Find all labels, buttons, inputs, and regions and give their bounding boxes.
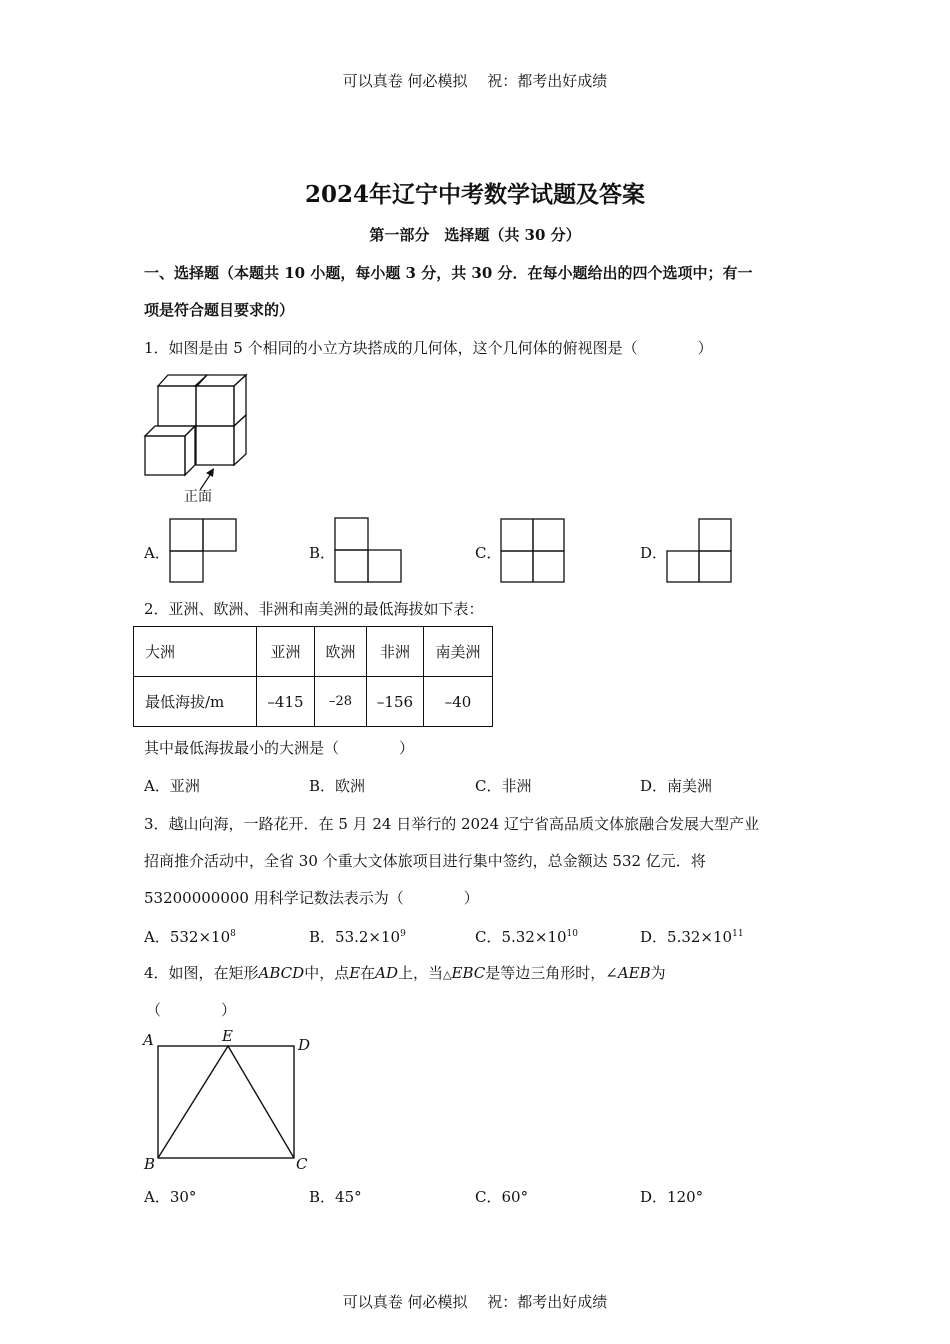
q4-blank: （ ）	[146, 1001, 237, 1019]
q1-text: 1．如图是由 5 个相同的小立方块搭成的几何体，这个几何体的俯视图是（ ）	[144, 339, 713, 357]
q1-option-d-figure	[666, 518, 736, 584]
q1-option-c-label: C．	[475, 544, 502, 562]
q4-text: 4．如图，在矩形ABCD中，点E在AD上，当△EBC是等边三角形时，∠AEB为	[144, 964, 666, 982]
table-cell: 亚洲	[257, 627, 315, 677]
q3-option-c: C．$5.32\times 10^{10}$	[475, 928, 578, 946]
page-footer: 可以真卷 何必模拟 祝：都考出好成绩	[342, 1293, 608, 1311]
q2-option-a: A．亚洲	[144, 777, 200, 795]
q1-option-d-label: D．	[640, 544, 668, 562]
table-cell: –415	[257, 677, 315, 727]
table-cell: –156	[367, 677, 424, 727]
q1-front-label: 正面	[184, 489, 212, 505]
altitude-table	[133, 626, 493, 727]
q4-option-c: C．60°	[475, 1188, 529, 1206]
page-header: 可以真卷 何必模拟 祝：都考出好成绩	[342, 72, 608, 90]
point-b-label: B	[144, 1155, 156, 1173]
point-a-label: A	[143, 1031, 154, 1049]
q4-option-d: D．120°	[640, 1188, 704, 1206]
table-cell: 南美洲	[424, 627, 493, 677]
section-heading-line1: 一、选择题（本题共 10 小题，每小题 3 分，共 30 分．在每小题给出的四个选项中；有一	[144, 264, 753, 282]
q4-option-a: A．30°	[144, 1188, 197, 1206]
q3-line1: 3．越山向海，一路花开．在 5 月 24 日举行的 2024 辽宁省高品质文体旅融合发展大型产业	[144, 815, 759, 833]
point-e-label: E	[222, 1027, 233, 1045]
point-d-label: D	[298, 1036, 311, 1054]
point-c-label: C	[296, 1155, 308, 1173]
part-heading: 第一部分 选择题（共 30 分）	[369, 226, 581, 244]
q3-line2: 招商推介活动中，全省 30 个重大文体旅项目进行集中签约，总金额达 532 亿元．将	[144, 852, 706, 870]
table-cell: 大洲	[134, 627, 257, 677]
q3-line3: 53200000000 用科学记数法表示为（ ）	[144, 889, 479, 907]
q1-option-a-figure	[169, 518, 239, 584]
table-cell: –40	[424, 677, 493, 727]
q2-option-b: B．欧洲	[309, 777, 366, 795]
q1-option-a-label: A．	[144, 544, 170, 562]
page-title: 2024年辽宁中考数学试题及答案	[304, 181, 645, 208]
q2-option-c: C．非洲	[475, 777, 532, 795]
q3-option-d: D．$5.32\times 10^{11}$	[640, 928, 744, 946]
q3-option-a: A．$532\times 10^8$	[144, 928, 236, 946]
q3-option-b: B．$53.2\times 10^9$	[309, 928, 406, 946]
q1-option-b-label: B．	[309, 544, 336, 562]
q1-cube-figure	[140, 372, 250, 482]
table-cell: 最低海拔/m	[134, 677, 257, 727]
q2-text: 2．亚洲、欧洲、非洲和南美洲的最低海拔如下表：	[144, 600, 484, 618]
table-header-row	[134, 627, 493, 677]
q2-option-d: D．南美洲	[640, 777, 713, 795]
table-row	[134, 677, 493, 727]
q4-option-b: B．45°	[309, 1188, 362, 1206]
q1-option-b-figure	[334, 517, 404, 583]
q4-rectangle-figure	[140, 1028, 320, 1178]
q2-question: 其中最低海拔最小的大洲是（ ）	[144, 739, 415, 757]
table-cell: 欧洲	[315, 627, 367, 677]
table-cell: –28	[315, 677, 367, 727]
table-cell: 非洲	[367, 627, 424, 677]
section-heading-line2: 项是符合题目要求的）	[144, 301, 295, 319]
q1-option-c-figure	[500, 518, 566, 584]
